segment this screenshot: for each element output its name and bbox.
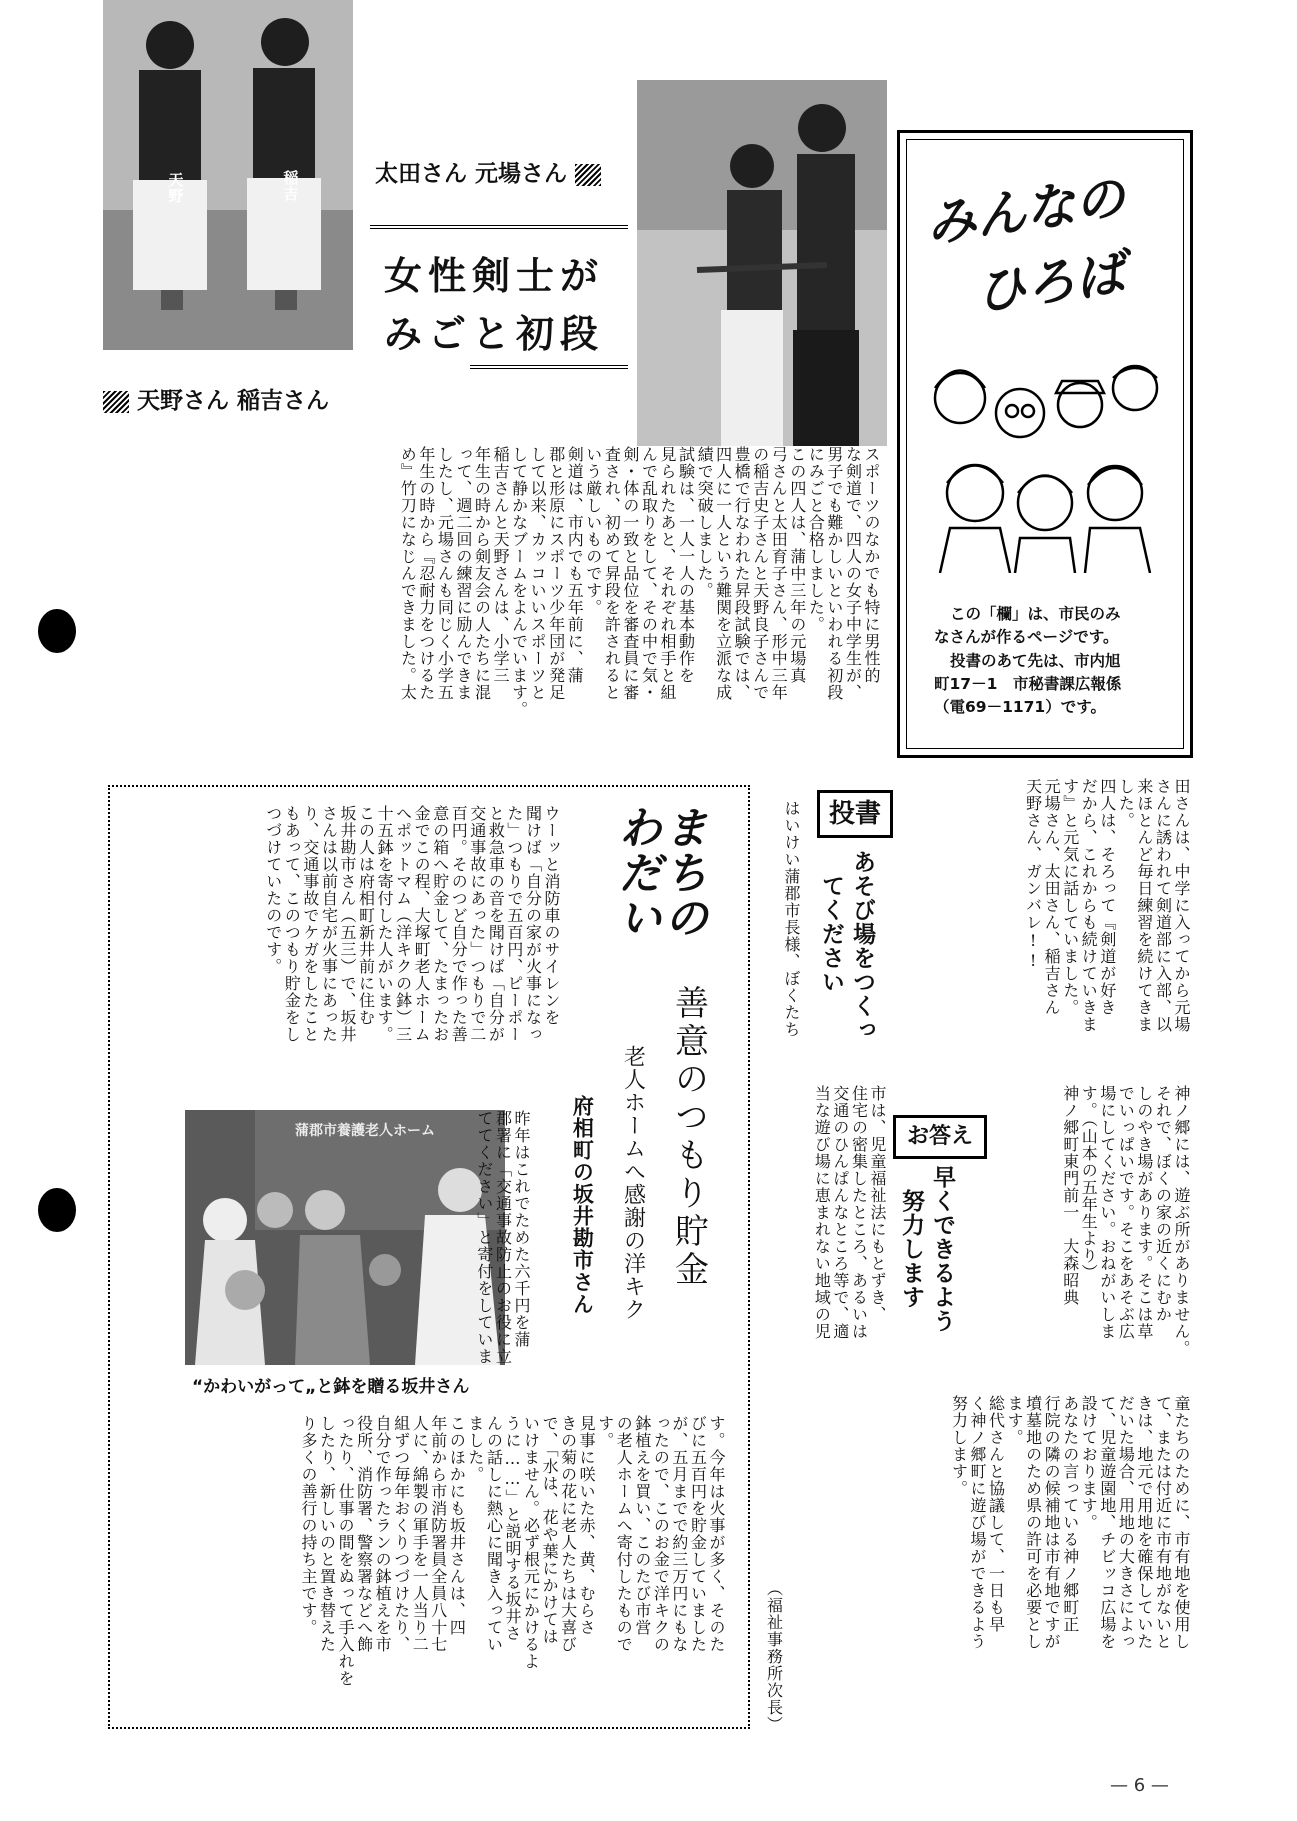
body-line: 努力します。 — [949, 1395, 969, 1497]
body-line: したり、新しいのと置き替えた — [317, 1415, 337, 1653]
body-line: 当な遊び場に恵まれない地域の児 — [812, 1085, 832, 1340]
headline-line: 努力します — [898, 1189, 925, 1309]
top-article-body — [100, 446, 880, 764]
headline-line: あそび場をつくっ — [849, 850, 876, 1042]
body-line: 交通のひんぱんなところ等で、適 — [830, 1085, 850, 1340]
body-line: 郡と形原にスポーツ少年団が発足 — [546, 446, 566, 701]
body-line: め』竹刀になじんできました。太 — [398, 446, 418, 701]
toushou-letter-start — [770, 800, 800, 1080]
body-line: この人は府相町新井前に住む — [356, 805, 376, 1026]
machi-col-b — [440, 1110, 530, 1410]
minna-title-line-1: みんなの — [922, 168, 1129, 254]
body-line: それで、ぼくの家の近くにむか — [1153, 1085, 1173, 1323]
body-line: 四人は、そろって『剣道が好き — [1097, 778, 1117, 1016]
body-line: た」つもりで五百円、ピーポー — [504, 805, 524, 1043]
minna-title-line-2: ひろば — [972, 243, 1129, 323]
kotae-body-bottom — [800, 1395, 1190, 1725]
machi-person: 府相町の坂井勘市さん — [570, 1095, 595, 1315]
body-line: さんは以前自宅が火事にあった — [319, 805, 339, 1043]
body-line: このほかにも坂井さんは、四 — [447, 1415, 467, 1636]
body-line: 役所、消防署、警察署などへ飾 — [354, 1415, 374, 1653]
body-line: したし、元場さんも同じく小学五 — [435, 446, 455, 701]
body-line: の稲吉史子さんと天野良子さんで — [750, 446, 770, 701]
machi-logo — [610, 805, 708, 1005]
body-line: り多くの善行の持ち主です。 — [298, 1415, 318, 1636]
body-line: きは、地元で用地を確保していた — [1134, 1395, 1154, 1650]
body-line: 金でこの程、大塚町老人ホーム — [412, 805, 432, 1043]
headline-block — [370, 225, 628, 375]
caption-ota-motoba: 太田さん 元場さん — [375, 155, 601, 188]
body-line: でいっぱいです。そこをあそぶ広 — [1116, 1085, 1136, 1340]
notice-line: 町17－1 市秘書課広報係 — [934, 674, 1122, 693]
body-line: 元場さん、太田さん、稲吉さん — [1042, 778, 1062, 1016]
caption-amano-inayoshi: 天野さん 稲吉さん — [103, 382, 329, 415]
page-number: — 6 — — [1110, 1775, 1169, 1796]
body-line: す。（山本の五年生より） — [1079, 1085, 1099, 1281]
body-line: 組ずつ毎年おくりつづけたり、 — [391, 1415, 411, 1653]
headline-line-1: 女性剣士が — [384, 254, 605, 298]
body-line: して静かなブームをよんでいます。 — [509, 446, 529, 718]
body-line: きの菊の花に老人たちは大喜び — [558, 1415, 578, 1653]
body-line: 墳墓地のため県の許可を必要とし — [1023, 1395, 1043, 1650]
binder-hole-bottom — [38, 1188, 76, 1232]
toushou-label: 投書 — [817, 790, 893, 838]
body-line: て、児童遊園地、チビッコ広場を — [1097, 1395, 1117, 1650]
body-line: の老人ホームへ寄付したもので — [614, 1415, 634, 1653]
body-line: す。今年は火事が多く、そのた — [707, 1415, 726, 1653]
body-line: 来ほとんど毎日練習を続けてきま — [1134, 778, 1154, 1033]
body-line: ったり、仕事の間をぬって手入れを — [336, 1415, 356, 1687]
body-line: 意の箱へ貯金して、たまったお — [430, 805, 450, 1043]
headline-rule-top — [370, 225, 628, 229]
body-line: 神ノ郷には、遊ぶ所がありません。 — [1172, 1085, 1191, 1357]
body-line: 見られたあと、それぞれ相手と組 — [657, 446, 677, 701]
body-line: 場にしてください。おねがいしま — [1097, 1085, 1117, 1340]
body-line: と救急車の音を聞けば「自分が — [486, 805, 506, 1043]
notice-line: この「欄」は、市民のみ — [950, 605, 1121, 623]
body-line: 聞けば「自分の家が火事になっ — [523, 805, 543, 1043]
body-line: 百円。そのつど自分で作った善 — [449, 805, 469, 1043]
body-line: ました。 — [465, 1415, 485, 1483]
body-line: いけません。必ず根元にかけるよ — [521, 1415, 541, 1670]
body-line: ます。 — [1005, 1395, 1025, 1446]
body-line: 住宅の密集したところ、あるいは — [849, 1085, 869, 1340]
kotae-headline — [895, 1165, 957, 1405]
body-line: 年前から市消防署員全員八十七 — [428, 1415, 448, 1653]
machi-col-a — [140, 805, 560, 1095]
body-line: だから、これからも続けていきま — [1079, 778, 1099, 1033]
toushou-headline — [815, 850, 877, 1080]
body-line: 稲吉さんと天野さんは、小学三 — [491, 446, 511, 684]
body-line: にみごと合格しました。 — [806, 446, 826, 633]
body-line: 郡署に「交通事故防止のお役に立 — [493, 1110, 513, 1365]
body-line: って、週二回の練習に励んできま — [453, 446, 473, 701]
body-line: へポットマム（洋キクの鉢）三 — [393, 805, 413, 1043]
body-line: り、交通事故でケガをしたこと — [300, 805, 320, 1043]
people-illustration — [920, 343, 1170, 573]
body-line: んの話しに熱心に聞き入ってい — [484, 1415, 504, 1653]
photo-ota-motoba — [637, 80, 887, 446]
body-line: うに……」と説明する坂井さ — [502, 1415, 522, 1642]
machi-col-c — [125, 1415, 725, 1710]
body-line: す』と元気に話していました。 — [1060, 778, 1080, 1016]
body-line: 弓さんと太田育子さん、形中三年 — [769, 446, 789, 701]
body-line: 神ノ郷町東門前一 大森昭典 — [1060, 1085, 1080, 1306]
headline-rule-bottom — [470, 365, 628, 369]
body-line: した。 — [1116, 778, 1136, 829]
body-line: く神ノ郷町に遊び場ができるよう — [967, 1395, 987, 1650]
body-line: で、「水は、花や葉にかけては — [540, 1415, 560, 1645]
body-line: 行院の隣の候補地は市有地ですが — [1042, 1395, 1062, 1650]
body-line: 豊橋で行なわれた昇段試験では、 — [732, 446, 752, 701]
photo-caption-sakai: “かわいがって„と鉢を贈る坂井さん — [192, 1377, 470, 1397]
photo-sign: 蒲郡市養護老人ホーム — [295, 1123, 435, 1139]
body-line: つづけていたのです。 — [263, 805, 283, 975]
photo-amano-inayoshi — [103, 0, 353, 350]
body-line: さんに誘われて剣道部に入部、以 — [1153, 778, 1173, 1033]
notice-line: （電69－1171）です。 — [934, 698, 1106, 716]
body-line: 績で突破しました。 — [695, 446, 715, 599]
body-line: 自分で作ったランの鉢植えを市 — [373, 1415, 393, 1653]
body-line: 年生の時から『忍耐力をつけるた — [416, 446, 436, 701]
body-line: て、または付近に市有地がないと — [1153, 1395, 1173, 1650]
photo1-name-tag-right: 稲吉 — [281, 170, 300, 202]
machi-subheadline: 老人ホームへ感謝の洋キク — [620, 1045, 646, 1321]
photo1-name-tag-left: 天野 — [166, 172, 185, 204]
top-article-continued — [930, 778, 1190, 1078]
notice-line: 投書のあて先は、市内旭 — [950, 651, 1121, 670]
body-line: ててください」と寄付をしていま — [474, 1110, 494, 1365]
machi-headline: 善意のつもり貯金 — [668, 985, 709, 1289]
body-line: はいけい蒲郡市長様、ぼくたち — [782, 800, 801, 1038]
body-line: もあって、このつもり貯金をし — [282, 805, 302, 1043]
headline-line: 早くできるよう — [929, 1165, 956, 1333]
hatch-mark — [575, 164, 601, 186]
body-line: 昨年はこれでためた六千円を蒲 — [512, 1110, 531, 1348]
body-line: 査され、初めて昇段を許されると — [602, 446, 622, 701]
body-line: ウーッと消防車のサイレンを — [542, 805, 561, 1026]
body-line: な剣道で、四人の女子中学生が、 — [843, 446, 863, 701]
body-line: この四人は、蒲中三年の元場真 — [787, 446, 807, 684]
body-line: びに五百円を貯金していました — [688, 1415, 708, 1653]
kotae-label: お答え — [893, 1115, 987, 1159]
body-line: 十五鉢を寄付した人がいます。 — [375, 805, 395, 1043]
body-line: す。 — [595, 1415, 615, 1449]
body-line: 鉢植えを買い、このたび市営 — [632, 1415, 652, 1636]
body-line: 試験は、一人一人の基本動作を — [676, 446, 696, 684]
kotae-body-top — [776, 1085, 886, 1385]
body-line: 剣道は、市内でも五年前に、蒲 — [565, 446, 585, 684]
logo-line: わだい — [610, 805, 662, 940]
body-line: が、五月までで約三万円にもな — [669, 1415, 689, 1653]
body-line: いう厳しいものです。 — [583, 446, 603, 616]
body-line: 設けております。 — [1079, 1395, 1099, 1531]
body-line: 天野さん、ガンバレ!! — [1023, 778, 1043, 971]
body-line: 総代さんと協議して、一日も早 — [986, 1395, 1006, 1633]
toushou-letter-body — [990, 1085, 1190, 1385]
body-line: 交通事故にあった」つもりで二 — [467, 805, 487, 1043]
logo-line: まちの — [656, 805, 708, 940]
headline-line-2: みごと初段 — [384, 312, 605, 356]
notice-line: なさんが作るページです。 — [934, 628, 1119, 647]
body-line: 年生の時から剣友会の人たちに混 — [472, 446, 492, 701]
body-line: 四人に一人という難関を立派な成 — [713, 446, 733, 701]
body-line: 男子でも難かしいといわれる初段 — [824, 446, 844, 701]
body-line: スポーツのなかでも特に男性的 — [862, 446, 881, 684]
body-line: んで乱取りをして、その中で気・ — [639, 446, 659, 701]
body-line: あなたの言っている神ノ郷町正 — [1060, 1395, 1080, 1633]
body-line: しのやき場があります。そこは草 — [1134, 1085, 1154, 1340]
headline-line: てください — [818, 874, 845, 994]
body-line: 人に、綿製の軍手を一人当り二 — [410, 1415, 430, 1653]
body-line: 市は、児童福祉法にもとずき、 — [868, 1085, 887, 1323]
minna-notice — [918, 603, 1178, 719]
body-line: 見事に咲いた赤、黄、むらさ — [577, 1415, 597, 1636]
kotae-signature: （福祉事務所次長） — [764, 1580, 784, 1733]
body-line: 剣・体の一致と品位を審査員に審 — [620, 446, 640, 701]
body-line: 童たちのために、市有地を使用し — [1172, 1395, 1191, 1650]
body-line: して以来、カッコいいスポーツと — [528, 446, 548, 701]
minna-hiroba-box — [897, 130, 1193, 758]
body-line: だいた場合、用地の大きさによっ — [1116, 1395, 1136, 1650]
binder-hole-top — [38, 609, 76, 653]
body-line: 坂井勘市さん（五三）で、坂井 — [337, 805, 357, 1043]
body-line: 田さんは、中学に入ってから元場 — [1172, 778, 1191, 1033]
body-line: ったので、このお金で洋キクの — [651, 1415, 671, 1653]
hatch-mark — [103, 391, 129, 413]
